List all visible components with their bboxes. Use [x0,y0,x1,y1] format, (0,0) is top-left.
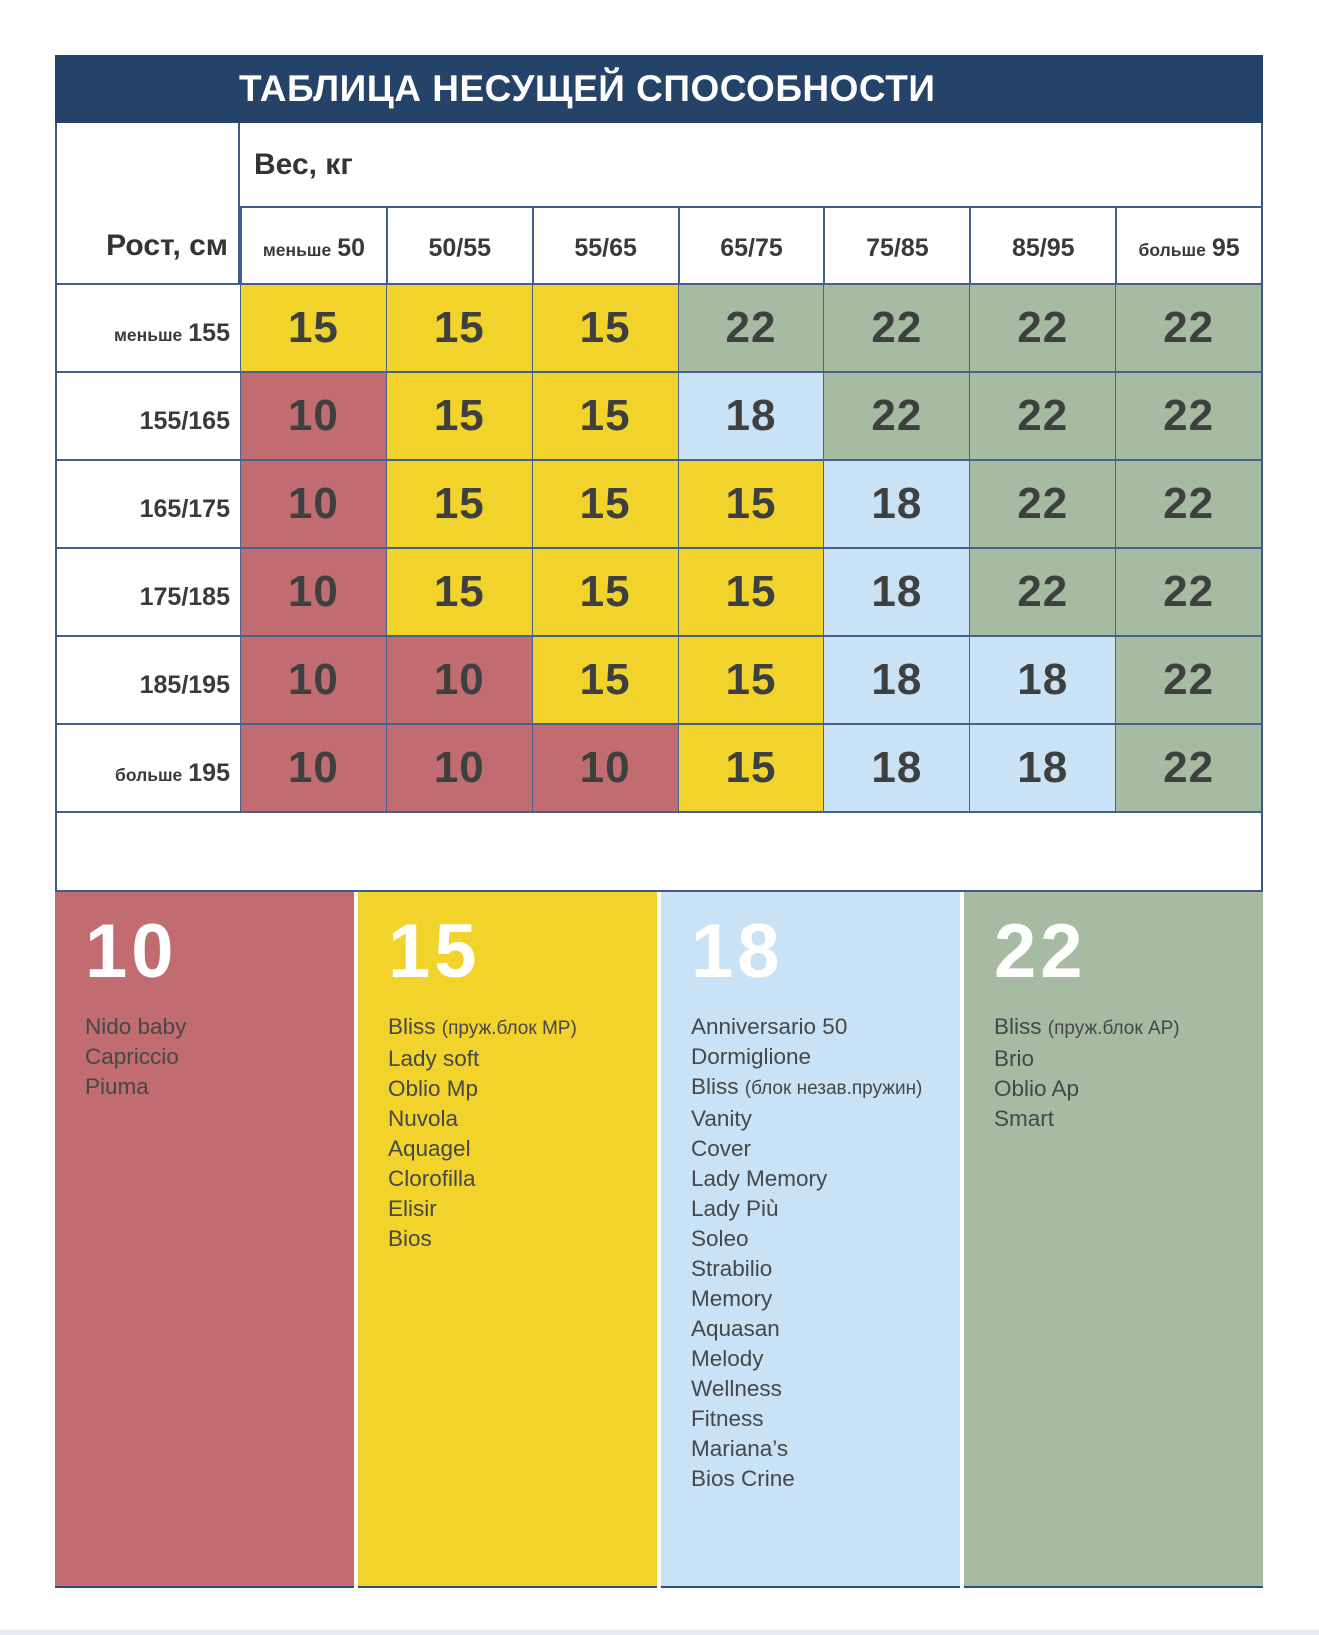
capacity-cell: 22 [1115,461,1261,547]
table-row [57,725,1261,813]
product-name: Strabilio [691,1255,773,1281]
legend-item [85,1072,344,1102]
legend-item [691,1104,950,1134]
product-name: Oblio Ap [994,1075,1080,1101]
legend-item [691,1134,950,1164]
product-name: Smart [994,1105,1055,1131]
product-name: Piuma [85,1073,149,1099]
capacity-cell: 10 [532,725,678,811]
capacity-cell: 15 [678,637,824,723]
capacity-cell: 22 [969,461,1115,547]
height-row-header [57,725,240,811]
capacity-cell: 22 [1115,637,1261,723]
capacity-cell: 10 [240,725,386,811]
table-row [57,461,1261,549]
capacity-cell: 18 [823,725,969,811]
height-row-header [57,637,240,723]
product-name: Cover [691,1135,752,1161]
capacity-cell: 22 [1115,549,1261,635]
product-name: Clorofilla [388,1165,476,1191]
weight-range-value: 50/55 [428,234,492,262]
capacity-cell: 18 [969,637,1115,723]
weight-column-header [678,208,824,283]
legend-item [691,1224,950,1254]
legend-column [964,892,1263,1588]
capacity-cell: 22 [823,373,969,459]
legend-item [691,1012,950,1042]
spacer-row [57,813,1261,892]
weight-range-value: 55/65 [574,234,637,262]
product-name: Bliss [388,1013,436,1039]
weight-column-header [1115,208,1261,283]
product-name: Mariana’s [691,1435,789,1461]
legend-item [691,1284,950,1314]
column-header-row [57,208,1261,285]
title-bar [55,55,1263,123]
capacity-cell: 22 [823,285,969,371]
product-name: Aquagel [388,1135,471,1161]
product-name: Dormiglione [691,1043,812,1069]
legend-item [994,1104,1253,1134]
height-range-prefix: меньше [113,325,183,345]
product-name: Soleo [691,1225,749,1251]
capacity-cell: 22 [969,549,1115,635]
height-row-header [57,373,240,459]
product-name: Fitness [691,1405,764,1431]
capacity-cell: 15 [532,285,678,371]
legend-item [691,1072,950,1104]
legend-column [358,892,657,1588]
product-name: Elisir [388,1195,437,1221]
product-name: Anniversario 50 [691,1013,848,1039]
legend-item [388,1224,647,1254]
legend-item [994,1074,1253,1104]
height-row-header [57,549,240,635]
legend-column [661,892,960,1588]
product-name: Melody [691,1345,764,1371]
height-range-prefix: больше [115,765,183,785]
capacity-cell: 15 [532,373,678,459]
product-name: Bios Crine [691,1465,795,1491]
capacity-cell: 10 [240,461,386,547]
legend-item [85,1012,344,1042]
product-note: (пруж.блок MP) [441,1017,577,1039]
table-row [57,637,1261,725]
capacity-cell: 18 [969,725,1115,811]
product-name: Bios [388,1225,432,1251]
capacity-cell: 22 [1115,373,1261,459]
legend-item [691,1344,950,1374]
weight-range-value: 50 [337,234,365,262]
legend-item [691,1434,950,1464]
capacity-cell: 15 [678,725,824,811]
legend-item [691,1374,950,1404]
capacity-cell: 15 [532,549,678,635]
weight-axis-label: Вес, кг [254,147,353,181]
capacity-cell: 22 [969,373,1115,459]
product-name: Lady Più [691,1195,779,1221]
legend-item [388,1104,647,1134]
product-name: Oblio Mp [388,1075,479,1101]
weight-column-header [386,208,532,283]
table-body [57,285,1261,813]
legend-item [388,1044,647,1074]
legend-item [691,1314,950,1344]
table-row [57,285,1261,373]
height-range-value: 155/165 [139,407,230,435]
weight-column-header [823,208,969,283]
legend-item [388,1012,647,1044]
table-row [57,373,1261,461]
legend-item [85,1042,344,1072]
height-range-value: 165/175 [139,495,230,523]
height-range-value: 155 [188,319,230,347]
legend-item [691,1464,950,1494]
legend-item [691,1194,950,1224]
legend-item [388,1134,647,1164]
legend-value: 10 [85,909,178,994]
capacity-cell: 10 [240,373,386,459]
height-range-value: 185/195 [139,671,230,699]
capacity-cell: 15 [240,285,386,371]
capacity-cell: 10 [386,725,532,811]
legend-item [691,1254,950,1284]
legend-item [994,1012,1253,1044]
weight-range-prefix: меньше [262,240,332,260]
weight-column-header [532,208,678,283]
legend-value: 22 [994,909,1087,994]
capacity-cell: 18 [678,373,824,459]
capacity-cell: 15 [678,549,824,635]
capacity-table-page [55,55,1263,1588]
legend-value: 18 [691,909,784,994]
legend-item [691,1404,950,1434]
capacity-cell: 15 [386,285,532,371]
product-name: Bliss [691,1073,739,1099]
capacity-cell: 18 [823,461,969,547]
weight-column-header [240,208,386,283]
capacity-cell: 22 [969,285,1115,371]
weight-range-value: 95 [1211,234,1240,262]
weight-range-value: 75/85 [866,234,929,262]
capacity-table [55,123,1263,892]
capacity-cell: 15 [678,461,824,547]
legend-item [691,1042,950,1072]
capacity-cell: 15 [386,549,532,635]
legend-item [388,1164,647,1194]
product-name: Capriccio [85,1043,179,1069]
product-name: Nuvola [388,1105,459,1131]
capacity-cell: 18 [823,637,969,723]
product-name: Nido baby [85,1013,187,1039]
weight-range-prefix: больше [1138,240,1206,260]
height-row-header [57,285,240,371]
capacity-cell: 10 [386,637,532,723]
height-axis-label: Рост, см [106,228,228,262]
legend-column [55,892,354,1588]
capacity-cell: 15 [532,637,678,723]
capacity-cell: 18 [823,549,969,635]
product-name: Wellness [691,1375,782,1401]
legend-item [388,1194,647,1224]
capacity-cell: 15 [386,461,532,547]
legend-item [388,1074,647,1104]
corner-cell [57,123,240,208]
product-name: Brio [994,1045,1035,1071]
product-note: (пруж.блок AP) [1047,1017,1180,1039]
table-row [57,549,1261,637]
weight-axis-cell [240,123,1261,208]
height-range-value: 195 [188,759,230,787]
legend-value: 15 [388,909,481,994]
product-name: Aquasan [691,1315,780,1341]
weight-header-row [57,123,1261,208]
capacity-cell: 22 [1115,285,1261,371]
legend [55,892,1263,1588]
height-range-value: 175/185 [139,583,230,611]
capacity-cell: 22 [678,285,824,371]
legend-item [691,1164,950,1194]
legend-item [994,1044,1253,1074]
product-name: Lady soft [388,1045,480,1071]
capacity-cell: 15 [532,461,678,547]
bottom-rule [0,1630,1319,1635]
weight-range-value: 85/95 [1011,234,1075,262]
weight-column-header [969,208,1115,283]
capacity-cell: 10 [240,637,386,723]
weight-range-value: 65/75 [720,234,783,262]
product-name: Bliss [994,1013,1042,1039]
product-name: Lady Memory [691,1165,828,1191]
product-note: (блок незав.пружин) [744,1077,923,1099]
capacity-cell: 15 [386,373,532,459]
page-title: ТАБЛИЦА НЕСУЩЕЙ СПОСОБНОСТИ [239,68,936,109]
capacity-cell: 22 [1115,725,1261,811]
height-row-header [57,461,240,547]
capacity-cell: 10 [240,549,386,635]
product-name: Vanity [691,1105,752,1131]
product-name: Memory [691,1285,773,1311]
height-axis-cell [57,208,240,283]
